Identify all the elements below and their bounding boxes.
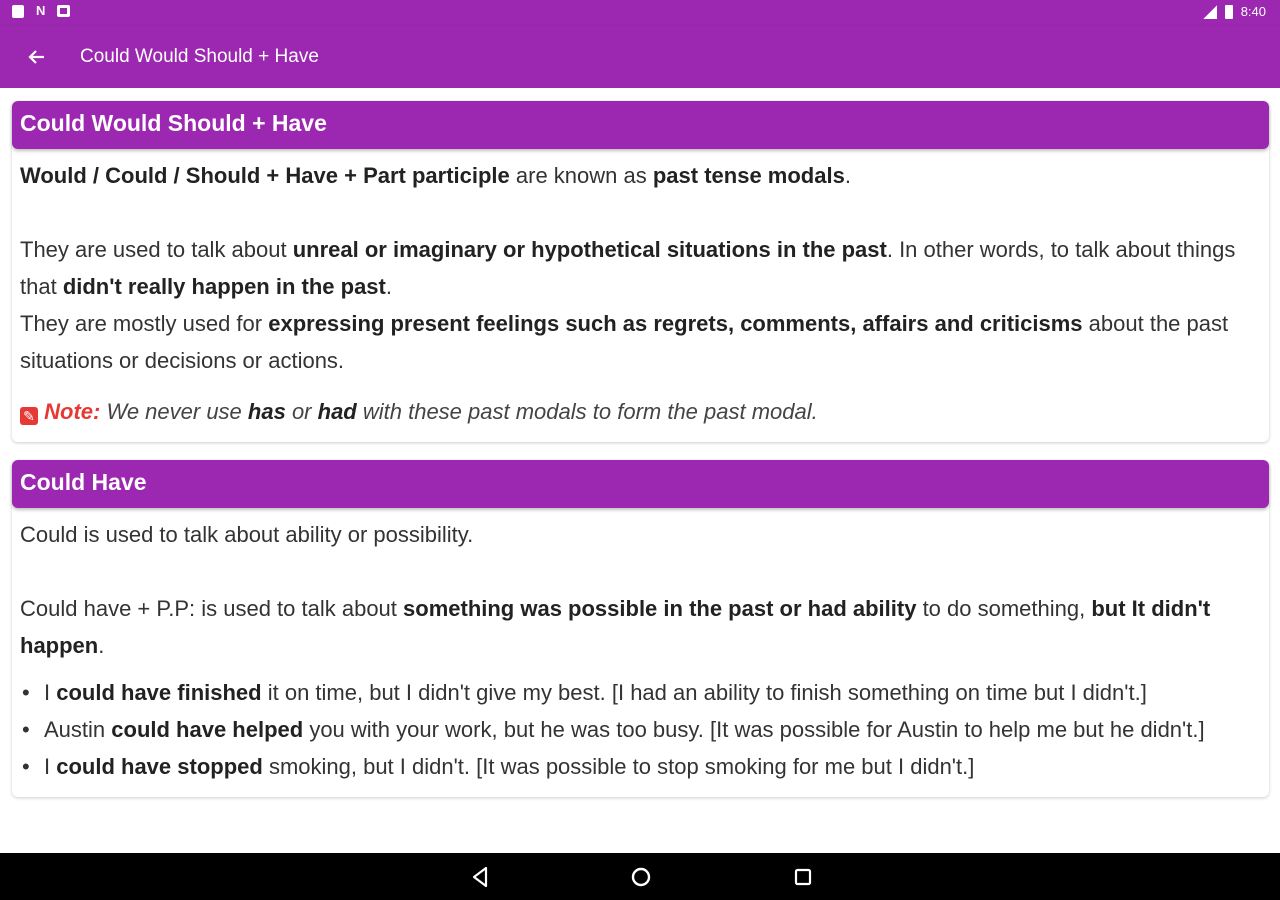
- text-run: it on time, but I didn't give my best. [I had an ability to finish something on time but I didn't.]: [261, 680, 1147, 705]
- text-run: smoking, but I didn't. [It was possible to stop smoking for me but I didn't.]: [262, 754, 975, 779]
- bold-text: had: [317, 399, 357, 424]
- text-run: Austin: [44, 717, 112, 742]
- text-run: Could have + P.P: is used to talk about: [20, 596, 404, 621]
- home-circle-icon[interactable]: [627, 863, 655, 891]
- pencil-icon: ✎: [20, 407, 38, 425]
- text-run: .: [844, 163, 851, 188]
- text-run: I: [44, 680, 57, 705]
- usage-paragraph: [20, 231, 1261, 305]
- n-icon: N: [36, 3, 46, 18]
- text-run: I: [44, 754, 57, 779]
- feelings-paragraph: [20, 305, 1261, 379]
- definition-paragraph: [20, 516, 1261, 553]
- text-run: Could is used to talk about ability or possibility.: [20, 522, 474, 547]
- arrow-left-icon: [27, 47, 47, 67]
- bold-text: could have helped: [111, 717, 304, 742]
- bold-text: unreal or imaginary or hypothetical situations in the past: [292, 237, 887, 262]
- bold-text: didn't really happen in the past: [62, 274, 386, 299]
- content-scroll[interactable]: [0, 88, 1280, 853]
- notification-icon: [12, 5, 24, 18]
- status-time: 8:40: [1240, 4, 1266, 19]
- card-past-modals: [12, 101, 1269, 442]
- example-item: [20, 674, 1261, 711]
- note-label: Note:: [44, 399, 101, 424]
- bold-text: could have stopped: [56, 754, 263, 779]
- bold-text: past tense modals: [652, 163, 845, 188]
- note: [20, 393, 1261, 430]
- card-body: [12, 149, 1269, 442]
- bold-text: but It didn't happen: [20, 596, 1211, 658]
- card-could-have: [12, 460, 1269, 797]
- text-run: you with your work, but he was too busy. [It was possible for Austin to help me but he didn't.]: [303, 717, 1205, 742]
- text-run: .: [98, 633, 105, 658]
- status-right-icons: [1203, 4, 1266, 19]
- back-triangle-icon[interactable]: [466, 863, 494, 891]
- bold-text: expressing present feelings such as regrets, comments, affairs and criticisms: [268, 311, 1083, 336]
- bold-text: something was possible in the past or had ability: [403, 596, 917, 621]
- text-run: .: [385, 274, 392, 299]
- example-item: [20, 711, 1261, 748]
- bold-text: could have finished: [56, 680, 262, 705]
- text-run: . In other words, to talk about things that: [20, 237, 1236, 299]
- bold-text: Would / Could / Should + Have + Part participle: [20, 163, 510, 188]
- signal-icon: [1203, 5, 1217, 19]
- card-header: Could Have: [12, 460, 1269, 508]
- usage-paragraph: [20, 590, 1261, 664]
- text-run: They are used to talk about: [20, 237, 293, 262]
- text-run: are known as: [509, 163, 653, 188]
- text-run: or: [285, 399, 318, 424]
- photo-icon: [57, 5, 70, 17]
- card-header: Could Would Should + Have: [12, 101, 1269, 149]
- text-run: They are mostly used for: [20, 311, 269, 336]
- note-text: [100, 399, 817, 424]
- status-bar: [0, 0, 1280, 26]
- text-run: with these past modals to form the past modal.: [356, 399, 818, 424]
- bold-text: has: [247, 399, 286, 424]
- app-bar-title: Could Would Should + Have: [80, 46, 319, 67]
- card-body: [12, 508, 1269, 797]
- examples-list: [20, 674, 1261, 785]
- navigation-bar: [0, 853, 1280, 900]
- text-run: about the past situations or decisions or actions.: [20, 311, 1229, 373]
- app-bar: [0, 26, 1280, 88]
- intro-paragraph: [20, 157, 1261, 194]
- text-run: We never use: [100, 399, 248, 424]
- recents-square-icon[interactable]: [789, 863, 817, 891]
- text-run: to do something,: [916, 596, 1092, 621]
- status-left-icons: [12, 4, 70, 18]
- back-button[interactable]: [22, 42, 52, 72]
- example-item: [20, 748, 1261, 785]
- battery-icon: [1225, 5, 1233, 19]
